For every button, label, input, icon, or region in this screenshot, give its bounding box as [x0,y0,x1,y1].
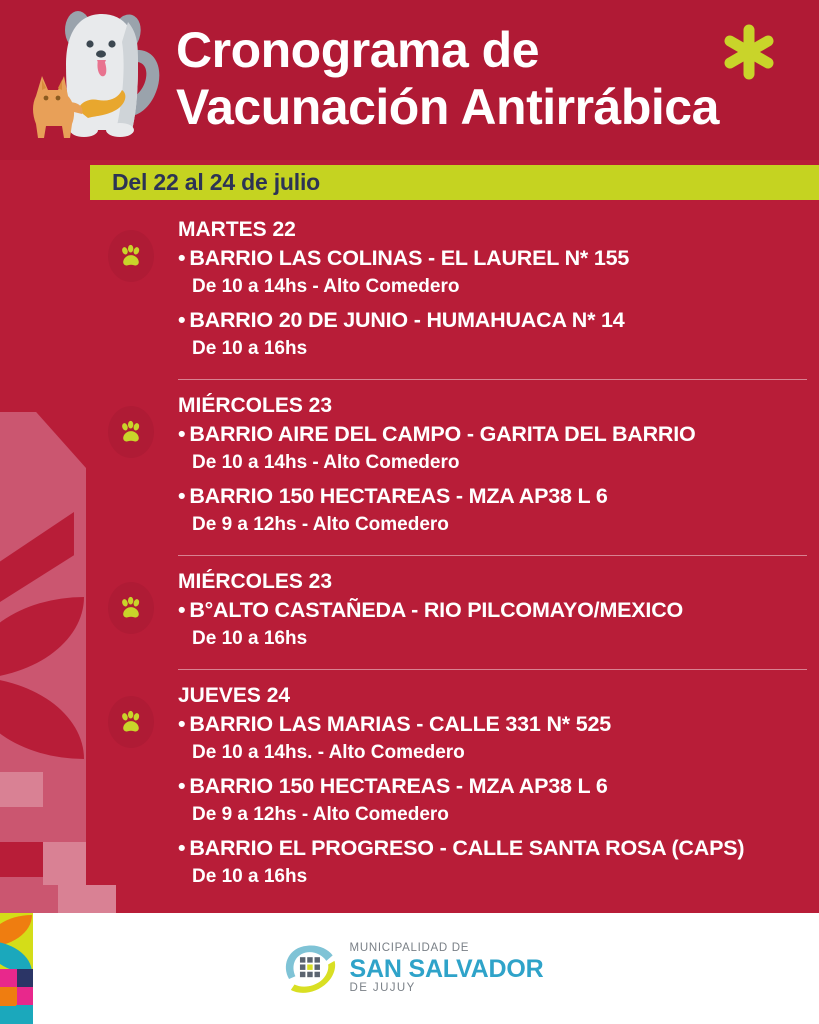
paw-print-icon [108,230,154,282]
day-name: JUEVES 24 [178,684,291,707]
entry-time: De 10 a 14hs - Alto Comedero [192,452,460,473]
bullet-icon: • [178,308,186,332]
day-block [0,674,819,896]
schedule-list [0,208,819,896]
logo-line-3: DE JUJUY [349,981,416,994]
bullet-icon: • [178,422,186,446]
bullet-icon: • [178,484,186,508]
footer-decorative-blocks [0,913,33,1024]
entry-location [178,596,807,625]
entry-time: De 10 a 16hs [192,628,308,649]
logo-line-1: MUNICIPALIDAD DE [349,942,470,954]
schedule-entry [178,482,807,544]
municipality-logo [276,939,544,999]
bullet-icon: • [178,774,186,798]
paw-print-icon [108,696,154,748]
entry-time: De 9 a 12hs - Alto Comedero [192,804,449,825]
municipality-building-logo [276,939,342,999]
schedule-entry [178,420,807,482]
day-name: MARTES 22 [178,218,296,241]
entry-location-text: BARRIO 150 HECTAREAS - MZA AP38 L 6 [189,774,608,798]
schedule-entry [178,834,807,896]
entry-location-text: BARRIO 20 DE JUNIO - HUMAHUACA N* 14 [189,308,625,332]
entry-location [178,772,807,801]
bullet-icon: • [178,598,186,622]
entry-location [178,306,807,335]
day-block [0,560,819,658]
entry-location-text: BARRIO LAS COLINAS - EL LAUREL N* 155 [189,246,630,270]
entry-time: De 10 a 16hs [192,338,308,359]
entry-location [178,420,807,449]
entry-location-text: BARRIO LAS MARIAS - CALLE 331 N* 525 [189,712,612,736]
section-divider [178,555,807,556]
date-range-text: Del 22 al 24 de julio [112,169,320,195]
entry-location-text: BARRIO AIRE DEL CAMPO - GARITA DEL BARRIO [189,422,696,446]
footer-leaf-block [0,913,33,969]
logo-line-2: SAN SALVADOR [349,954,544,983]
title-line-1: Cronograma de [176,22,540,78]
asterisk-icon [721,24,777,80]
entry-time: De 10 a 14hs - Alto Comedero [192,276,460,297]
paw-print-icon [108,406,154,458]
entry-location [178,710,807,739]
entry-location-text: BARRIO EL PROGRESO - CALLE SANTA ROSA (CAPS) [189,836,745,860]
section-divider [178,669,807,670]
poster-header [0,0,819,160]
day-name: MIÉRCOLES 23 [178,570,333,593]
entry-location [178,482,807,511]
day-name: MIÉRCOLES 23 [178,394,333,417]
footer-leaf-teal [0,941,32,969]
entry-time: De 10 a 14hs. - Alto Comedero [192,742,465,763]
poster-footer [0,913,819,1024]
schedule-entry [178,306,807,368]
entry-location-text: BARRIO 150 HECTAREAS - MZA AP38 L 6 [189,484,608,508]
entry-time: De 10 a 16hs [192,866,308,887]
section-divider [178,379,807,380]
schedule-entry [178,710,807,772]
day-block [0,384,819,544]
date-range-banner [90,165,819,200]
entry-time: De 9 a 12hs - Alto Comedero [192,514,449,535]
day-block [0,208,819,368]
bullet-icon: • [178,246,186,270]
schedule-entry [178,244,807,306]
bullet-icon: • [178,836,186,860]
entry-location-text: B°ALTO CASTAÑEDA - RIO PILCOMAYO/MEXICO [189,598,684,622]
paw-print-icon [108,582,154,634]
dog-and-cat-illustration [18,6,178,146]
title-line-2: Vacunación Antirrábica [176,79,719,135]
page-title [176,22,719,136]
schedule-entry [178,596,807,658]
entry-location [178,244,807,273]
schedule-entry [178,772,807,834]
entry-location [178,834,807,863]
bullet-icon: • [178,712,186,736]
footer-leaf-orange [0,915,32,947]
